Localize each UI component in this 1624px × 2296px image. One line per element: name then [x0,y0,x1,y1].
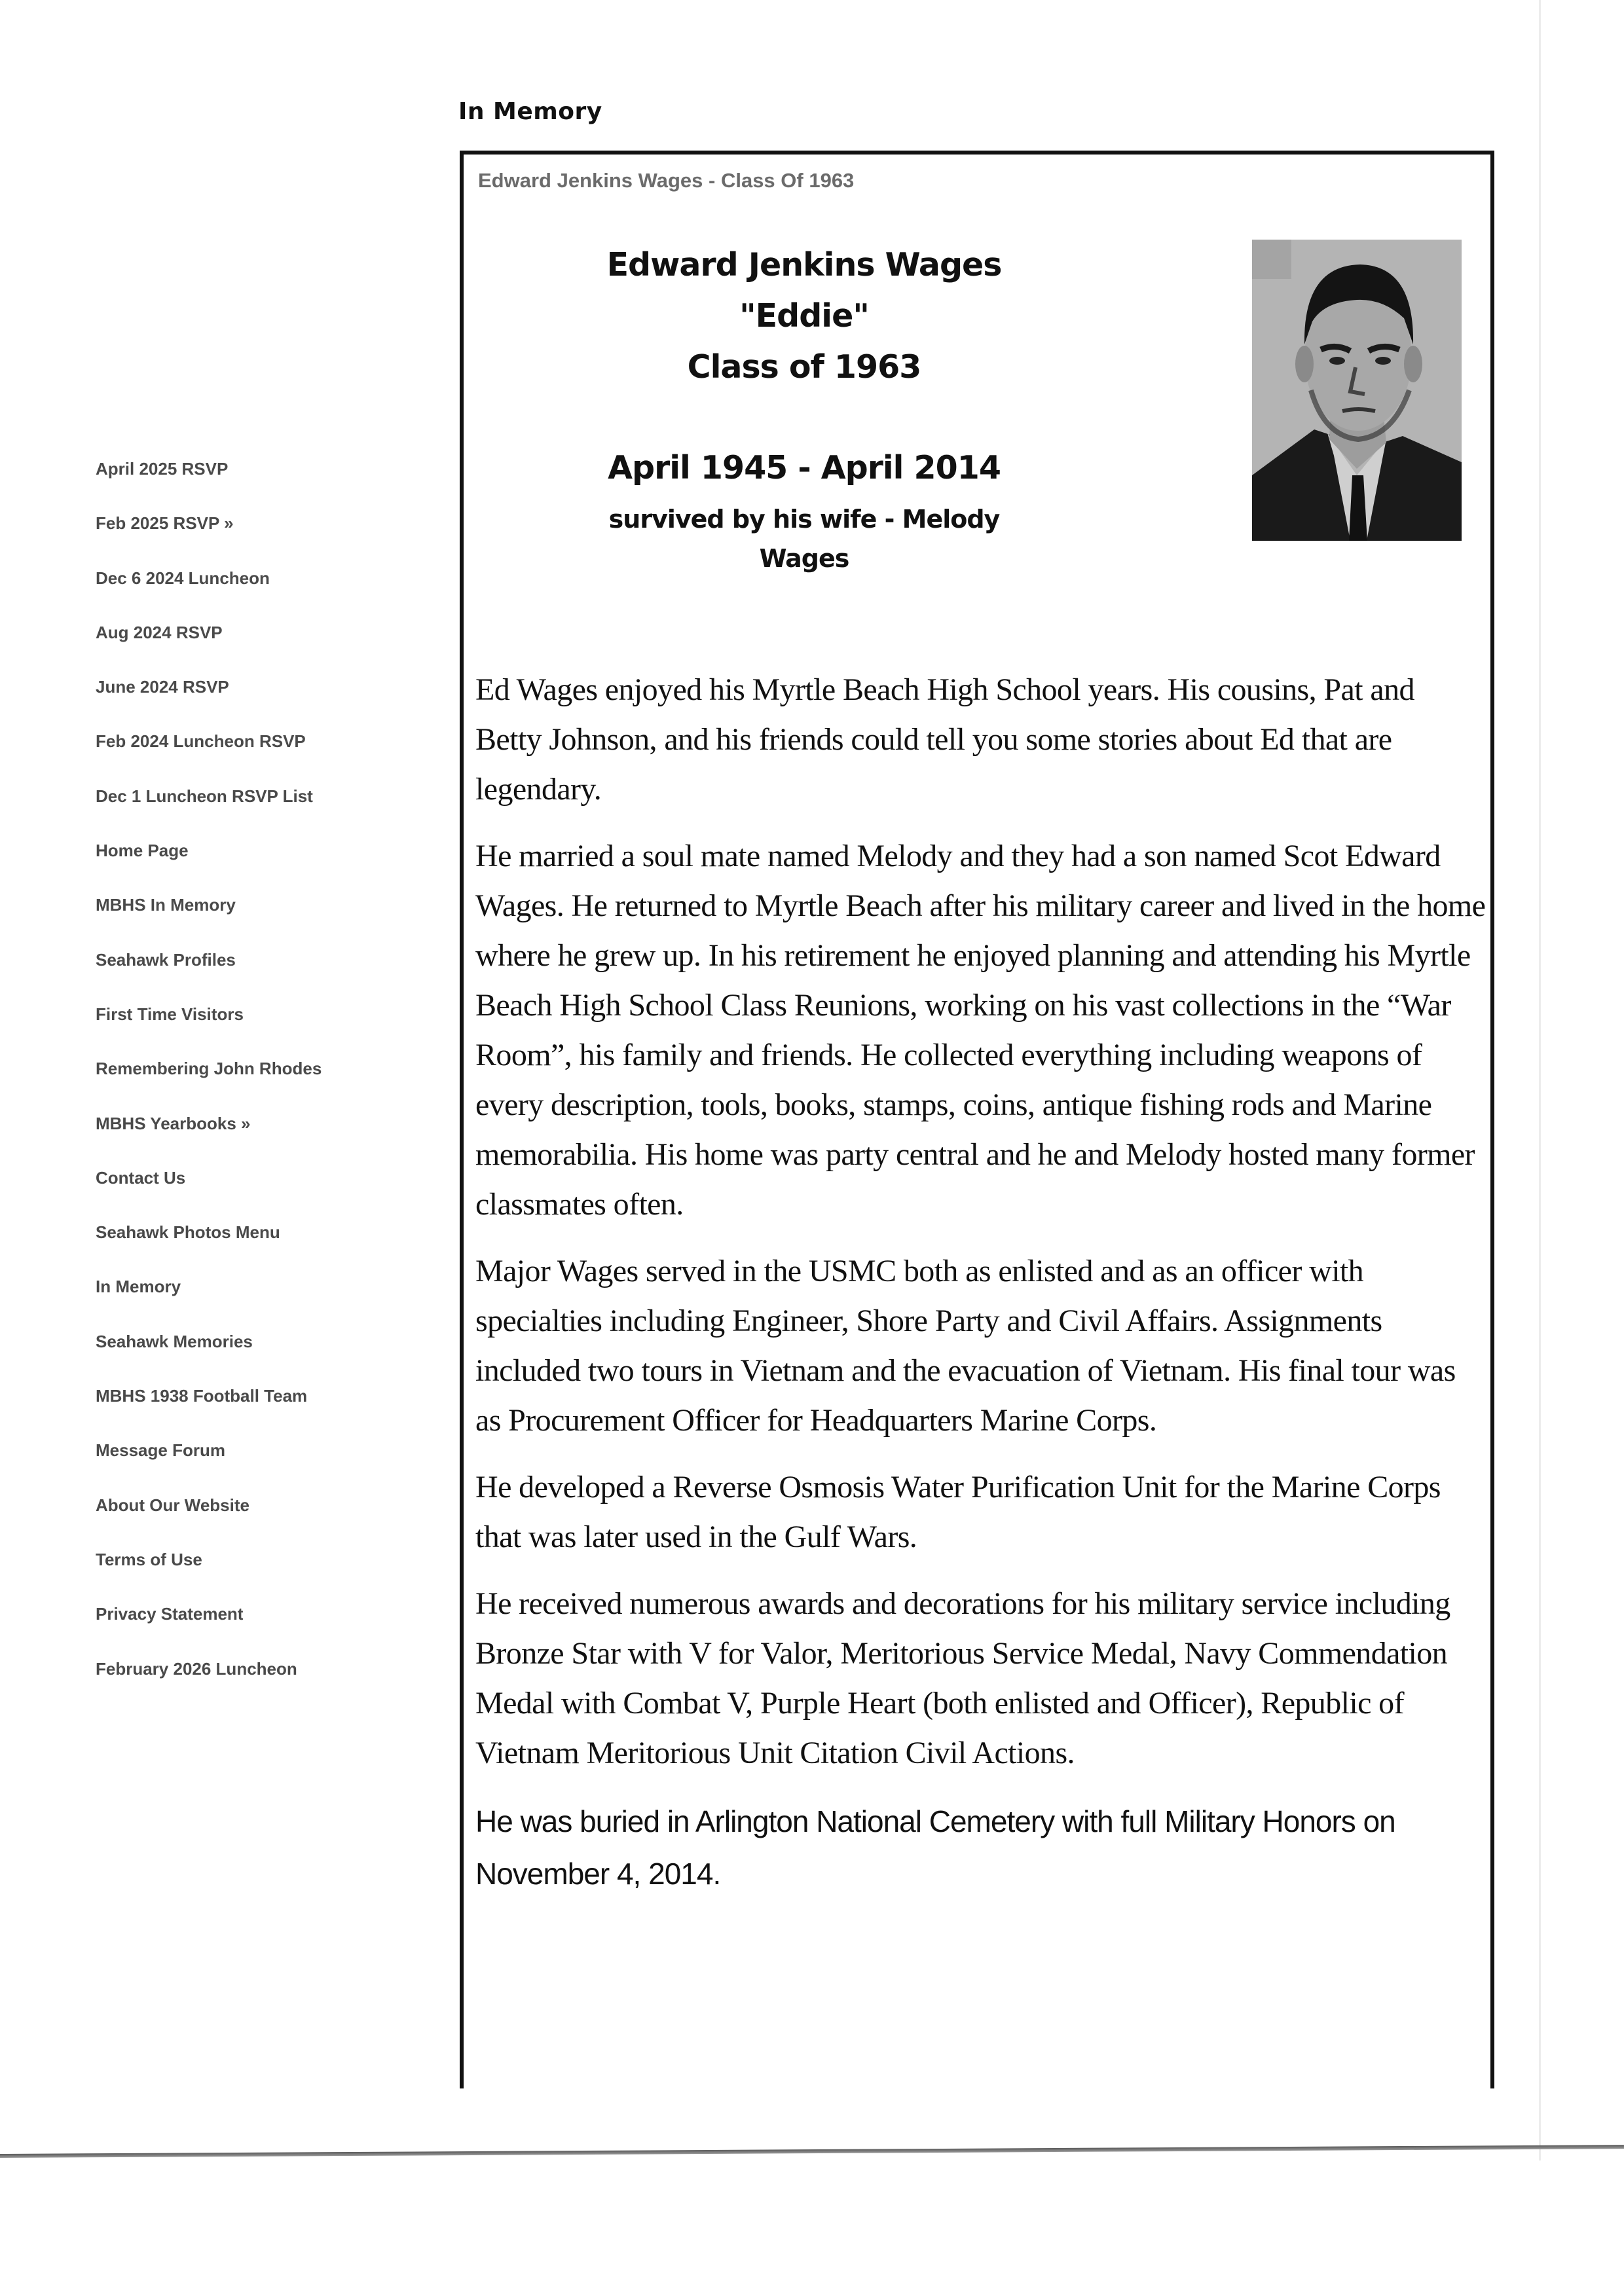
sidebar-item-remembering-john-rhodes[interactable]: Remembering John Rhodes [96,1059,322,1079]
sidebar-item-feb-2025-rsvp[interactable]: Feb 2025 RSVP » [96,513,234,534]
paragraph-school-years: Ed Wages enjoyed his Myrtle Beach High School years. His cousins, Pat and Betty Johnson, and his friends could tell you some stories about Ed that are legendary. [475,672,1414,807]
paragraph-family-life: He married a soul mate named Melody and they had a son named Scot Edward Wages. He returned to Myrtle Beach after his military career and lived in the home where he grew up. In his retirement he enjoyed planning and attending his Myrtle Beach High School Class Reunions, working on his vast collections in the “War Room”, his family and friends. He collected everything including weapons of every description, tools, books, stamps, coins, antique fishing rods and Marine memorabilia. His home was party central and he and Melody hosted many former classmates often. [475,839,1486,1222]
sidebar-item-april-2025-rsvp[interactable]: April 2025 RSVP [96,459,229,479]
sidebar-item-about-our-website[interactable]: About Our Website [96,1495,249,1515]
memorial-name: Edward Jenkins Wages [606,246,1002,283]
sidebar-item-feb-2024-luncheon-rsvp[interactable]: Feb 2024 Luncheon RSVP [96,731,306,752]
paragraph-awards: He received numerous awards and decorations for his military service including Bronze Star with V for Valor, Meritorious Service Medal, Navy Commendation Medal with Combat V, Purple Heart (both enlisted and Officer), Republic of Vietnam Meritorious Unit Citation Civil Actions. [475,1586,1450,1770]
sidebar-item-seahawk-photos-menu[interactable]: Seahawk Photos Menu [96,1222,280,1243]
sidebar-item-mbhs-1938-football-team[interactable]: MBHS 1938 Football Team [96,1386,308,1406]
paragraph-military-service: Major Wages served in the USMC both as enlisted and as an officer with specialties including Engineer, Shore Party and Civil Affairs. Assignments included two tours in Vietnam and the evacuation of Vietnam. His final tour was as Procurement Officer for Headquarters Marine Corps. [475,1254,1456,1438]
sidebar-item-home-page[interactable]: Home Page [96,841,189,861]
memorial-header [568,240,1040,578]
sidebar-item-first-time-visitors[interactable]: First Time Visitors [96,1004,244,1024]
memorial-dates: April 1945 - April 2014 [608,449,1001,486]
sidebar-item-february-2026-luncheon[interactable]: February 2026 Luncheon [96,1658,297,1679]
portrait-image [1252,240,1462,541]
sidebar-item-in-memory[interactable]: In Memory [96,1277,181,1297]
sidebar-item-dec-1-luncheon-rsvp-list[interactable]: Dec 1 Luncheon RSVP List [96,786,313,806]
sidebar-item-june-2024-rsvp[interactable]: June 2024 RSVP [96,677,229,697]
sidebar-item-mbhs-yearbooks[interactable]: MBHS Yearbooks » [96,1113,251,1133]
sidebar-item-terms-of-use[interactable]: Terms of Use [96,1549,202,1569]
sidebar-item-dec-6-2024-luncheon[interactable]: Dec 6 2024 Luncheon [96,568,270,588]
paragraph-burial: He was buried in Arlington National Cemetery with full Military Honors on November 4, 2014. [475,1804,1395,1891]
memorial-body [475,665,1487,1917]
paragraph-water-purification: He developed a Reverse Osmosis Water Purification Unit for the Marine Corps that was later used in the Gulf Wars. [475,1470,1441,1554]
scan-edge-bottom [0,2145,1624,2158]
sidebar-item-aug-2024-rsvp[interactable]: Aug 2024 RSVP [96,622,223,642]
sidebar-item-seahawk-profiles[interactable]: Seahawk Profiles [96,949,236,970]
scan-edge-right [1539,0,1541,2160]
memorial-survived-by: survived by his wife - Melody Wages [608,505,1000,573]
page-heading: In Memory [458,98,602,125]
memorial-class: Class of 1963 [687,348,921,386]
sidebar-nav [96,456,436,1710]
portrait-photo [1252,240,1462,541]
sidebar-item-message-forum[interactable]: Message Forum [96,1440,225,1461]
memorial-frame [460,151,1494,2088]
sidebar-item-mbhs-in-memory[interactable]: MBHS In Memory [96,895,236,915]
sidebar-item-privacy-statement[interactable]: Privacy Statement [96,1604,244,1624]
sidebar-item-contact-us[interactable]: Contact Us [96,1167,186,1188]
memorial-nickname: "Eddie" [739,297,869,335]
memorial-frame-title: Edward Jenkins Wages - Class Of 1963 [478,169,855,192]
sidebar-item-seahawk-memories[interactable]: Seahawk Memories [96,1331,253,1351]
header-spacer [568,393,1040,442]
